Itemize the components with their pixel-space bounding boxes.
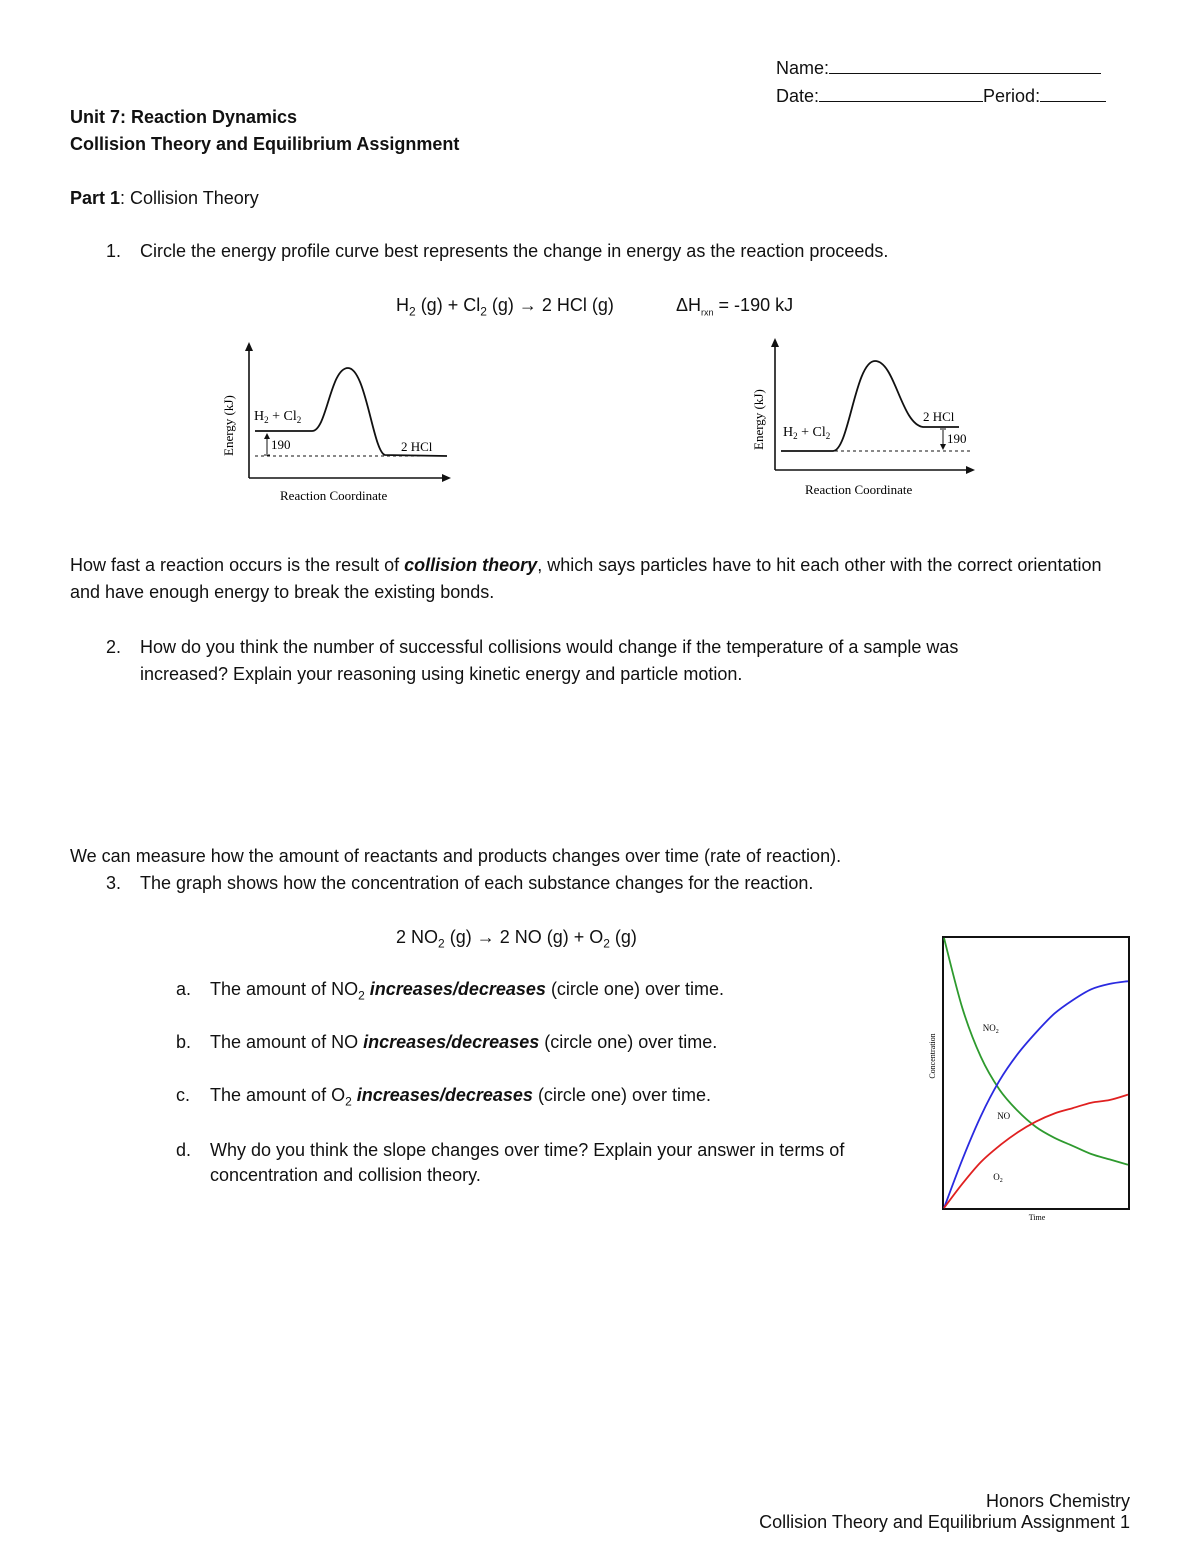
x-axis-label: Reaction Coordinate: [805, 482, 913, 497]
energy-diagram-left[interactable]: [215, 338, 475, 513]
y-axis-arrow: [771, 338, 779, 347]
part1-label: Part 1: [70, 188, 121, 208]
series-label-no: NO: [997, 1111, 1011, 1122]
gap-label: 190: [271, 437, 291, 452]
y-axis-label: Energy (kJ): [221, 395, 236, 456]
q3-equation: 2 $NO_2$ (g) → 2 NO $(g) + O_2$ (g): [396, 927, 637, 951]
part1-title: : Collision Theory: [120, 188, 259, 208]
q1-enthalpy: $\Delta H_{rxn} = -190$ kJ: [676, 295, 794, 318]
q3a: a. The amount of $NO_2$ increases/decreases (circle one) over time.: [176, 979, 724, 1003]
period-label: Period:: [983, 86, 1041, 106]
y-axis-label: Energy (kJ): [751, 389, 766, 450]
question-number: 2.: [106, 637, 122, 657]
footer-course: Honors Chemistry: [985, 1491, 1130, 1511]
question-3: [106, 873, 813, 894]
x-axis-arrow: [442, 474, 451, 482]
date-label: Date:: [776, 86, 820, 106]
question-1: [106, 241, 888, 262]
series-label-o2: $O_2$: [993, 1171, 1003, 1184]
period-blank[interactable]: [1040, 83, 1106, 102]
increases-decreases-choice[interactable]: increases/decreases: [363, 1032, 540, 1052]
footer: [759, 1491, 1130, 1533]
name-label: Name:: [776, 58, 830, 78]
q1-equation: $H_2$ $(g) + Cl_2$ (g) → 2 HCl (g): [396, 295, 614, 319]
reactant-label: $H_2 + Cl_2$: [783, 425, 831, 441]
x-axis-label: Time: [1028, 1213, 1046, 1220]
product-label: 2 HCl: [401, 439, 433, 454]
footer-doc: Collision Theory and Equilibrium Assignment 1: [759, 1512, 1130, 1532]
reactant-label: $H_2 + Cl_2$: [254, 409, 302, 425]
name-blank[interactable]: [829, 55, 1101, 74]
x-axis-label: Reaction Coordinate: [280, 488, 388, 503]
q2-answer-space[interactable]: [140, 700, 1130, 820]
collision-theory-paragraph: How fast a reaction occurs is the result of collision theory, which says particles have to hit each other with the correct orientation and have enough energy to break the existing bonds.: [70, 555, 1102, 602]
series-label-no2: $NO_2$: [982, 1022, 999, 1035]
unit-title: Unit 7: Reaction Dynamics: [70, 107, 298, 127]
q3b: b. The amount of NO increases/decreases (circle one) over time.: [176, 1032, 718, 1052]
question-2: [106, 634, 1046, 688]
assignment-title: Collision Theory and Equilibrium Assignment: [70, 134, 460, 154]
question-text: Circle the energy profile curve best represents the change in energy as the reaction proceeds.: [140, 241, 889, 261]
x-axis-arrow: [966, 466, 975, 474]
increases-decreases-choice[interactable]: increases/decreases: [369, 979, 546, 999]
name-field[interactable]: [776, 55, 1101, 79]
q3c: c. The amount of $O_2$ increases/decreases (circle one) over time.: [176, 1085, 711, 1109]
concentration-time-chart: [925, 930, 1135, 1220]
date-period-field[interactable]: [776, 83, 1106, 107]
y-axis-arrow: [245, 342, 253, 351]
question-number: 3.: [106, 873, 122, 893]
y-axis-label: Concentration: [928, 1033, 937, 1079]
plot-frame: [943, 937, 1129, 1209]
rate-paragraph: We can measure how the amount of reactants and products changes over time (rate of reaction).: [70, 846, 842, 866]
product-label: 2 HCl: [923, 409, 955, 424]
increases-decreases-choice[interactable]: increases/decreases: [356, 1085, 533, 1105]
part1-heading: [70, 188, 259, 209]
energy-diagram-right[interactable]: [745, 334, 1005, 504]
date-blank[interactable]: [819, 83, 983, 102]
gap-label: 190: [947, 431, 967, 446]
q3d: d. Why do you think the slope changes over time? Explain your answer in terms of concentration and collision theory.: [176, 1140, 845, 1185]
question-number: 1.: [106, 241, 122, 261]
question-text: How do you think the number of successful collisions would change if the temperature of a sample was increased? Explain your reasoning using kinetic energy and particle motion.: [140, 637, 959, 684]
question-text: The graph shows how the concentration of each substance changes for the reaction.: [140, 873, 814, 893]
